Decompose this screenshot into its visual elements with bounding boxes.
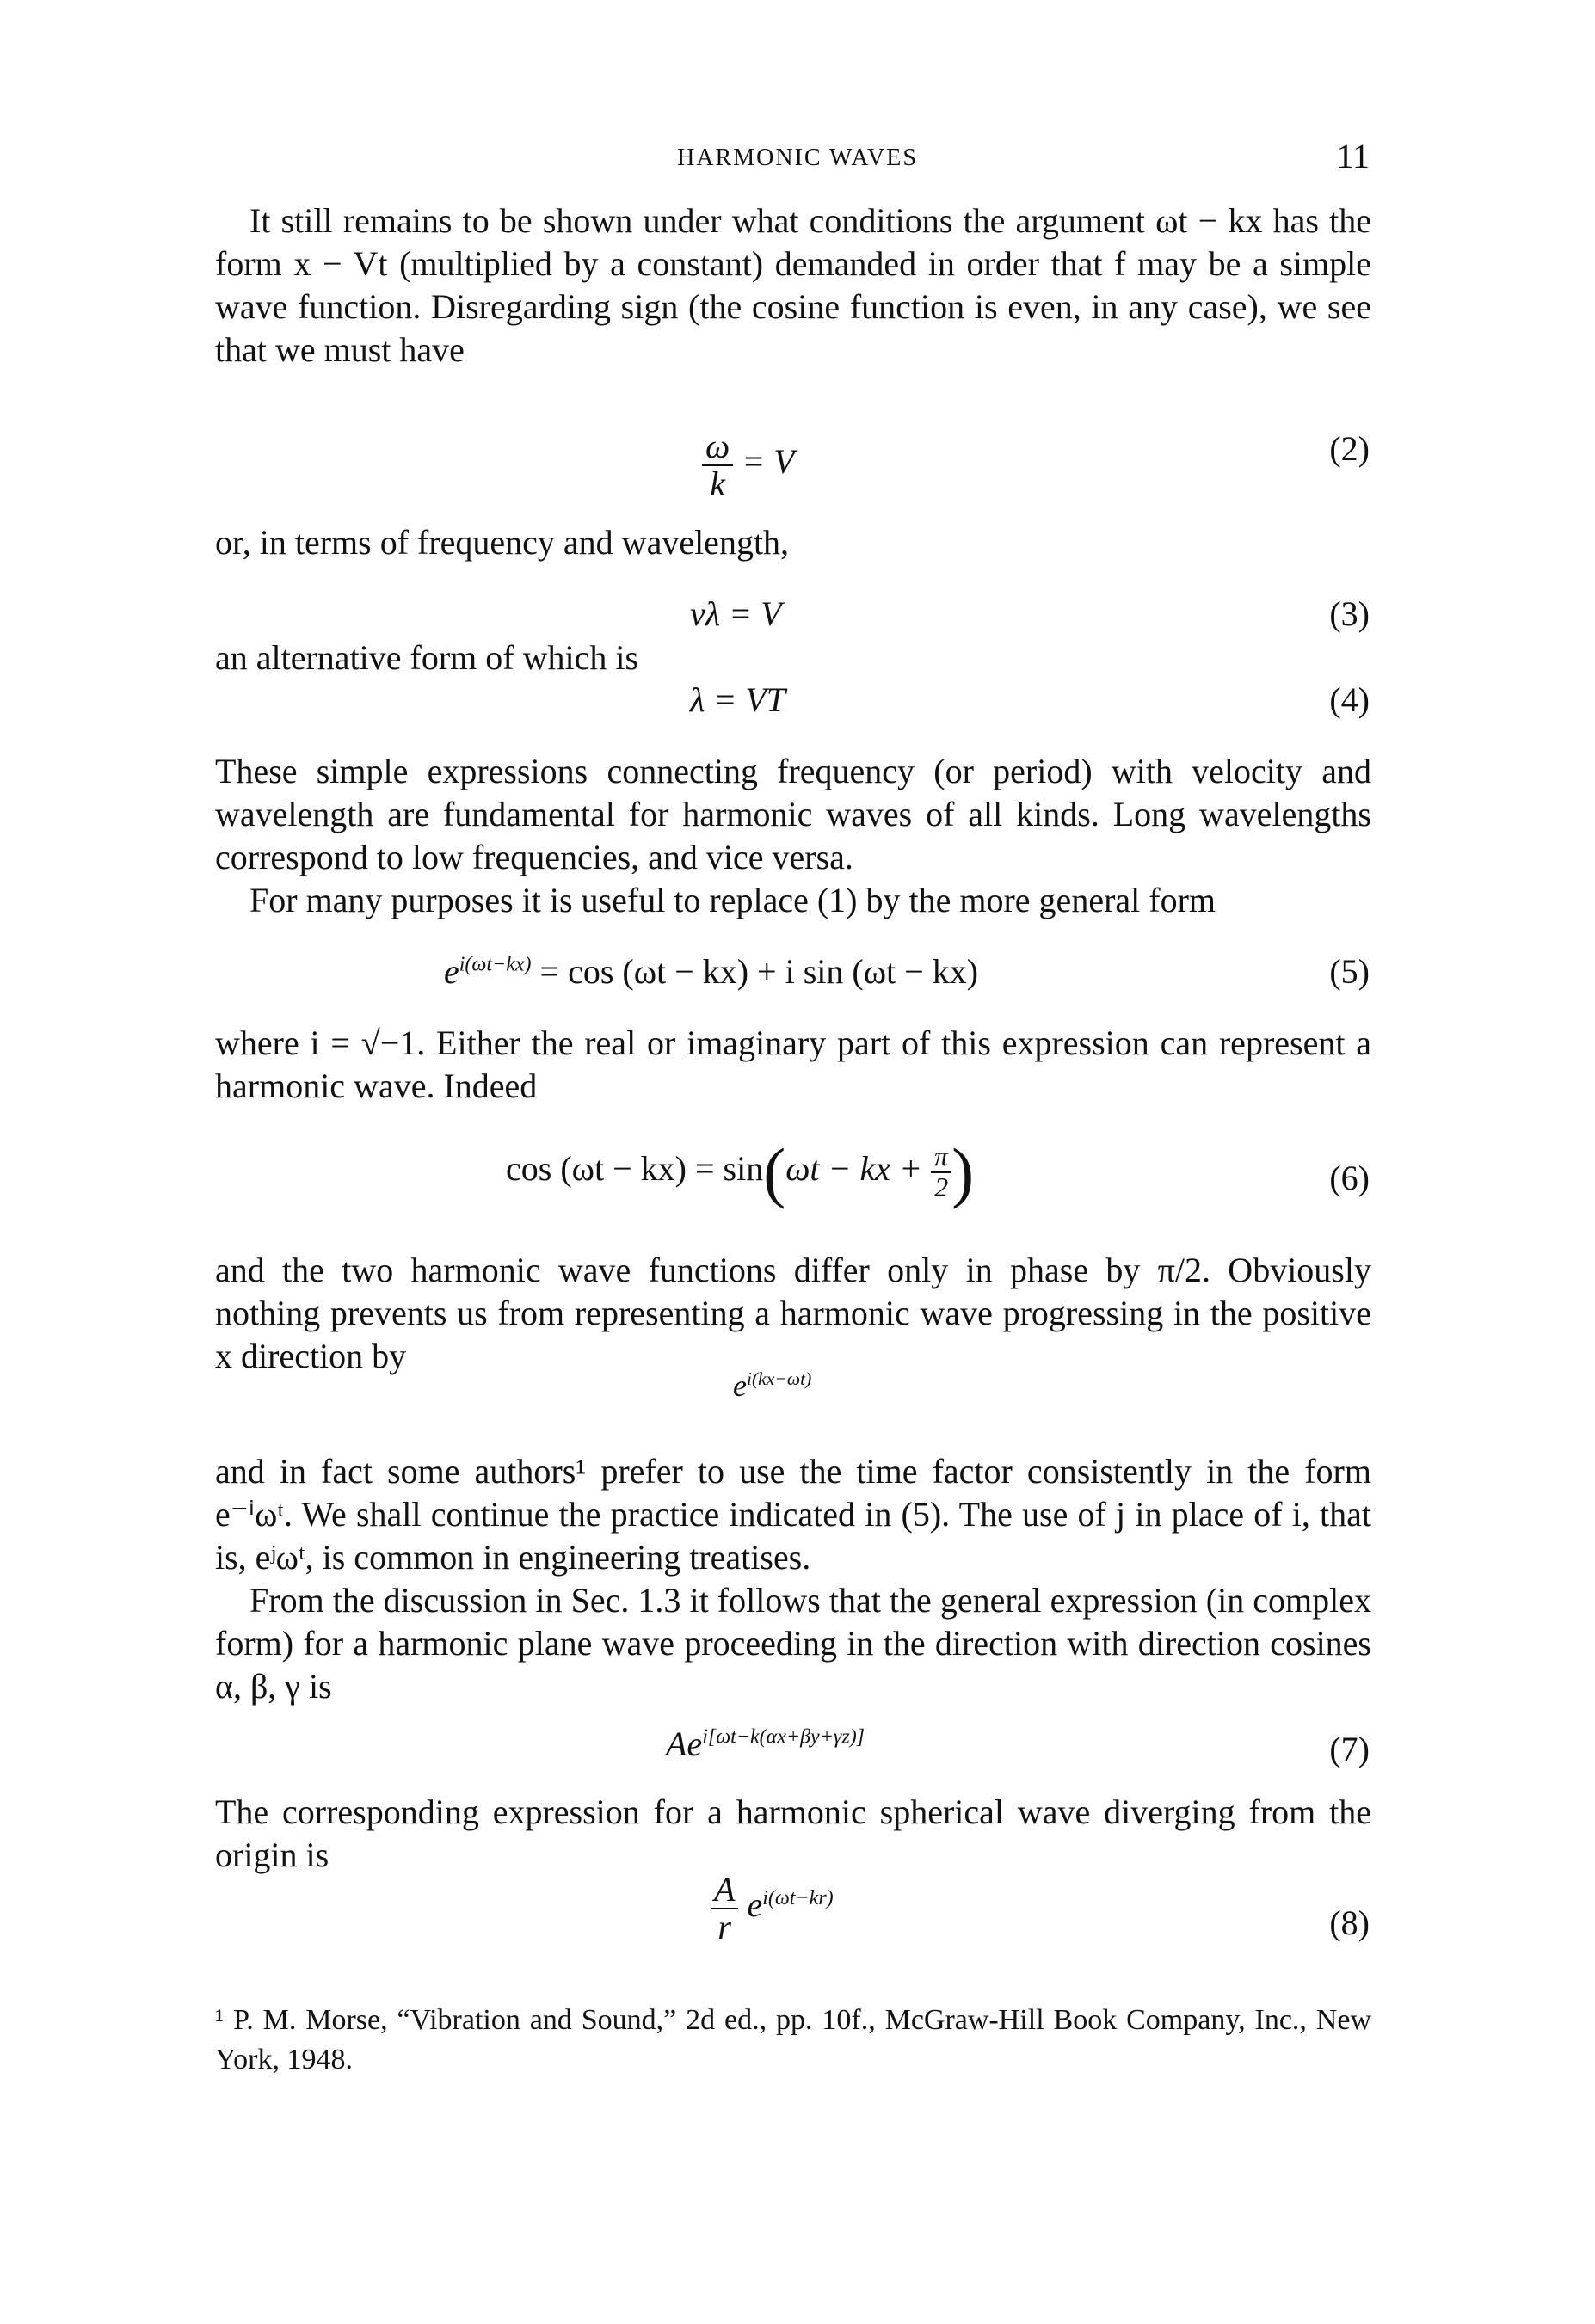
eq2-numerator: ω — [702, 428, 733, 466]
equation-unnumbered — [733, 1368, 811, 1404]
eq-plain-base: e — [733, 1368, 747, 1403]
paragraph-4: where i = √−1. Either the real or imaginary part of this expression can represent a harmonic wave. Indeed — [215, 1024, 1371, 1105]
paragraph-8: The corresponding expression for a harmonic spherical wave diverging from the origin is — [215, 1792, 1371, 1874]
equation-7 — [666, 1724, 865, 1764]
equation-6-label: (6) — [1329, 1159, 1370, 1197]
eq5-exponent: i(ωt−kx) — [459, 953, 532, 976]
eq8-exponent: i(ωt−kr) — [762, 1886, 834, 1909]
footnote: ¹ P. M. Morse, “Vibration and Sound,” 2d ed., pp. 10f., McGraw-Hill Book Company, Inc., New York, 1948. — [215, 2004, 1371, 2075]
eq8-denominator: r — [717, 1908, 731, 1946]
eq7-base: Ae — [666, 1725, 703, 1763]
paragraph-1-text: It still remains to be shown under what conditions the argument ωt − kx has the form x − Vt (multiplied by a constant) demanded in order that f may be a simple wave function. Disregarding sign (the cosine function is even, in any case), we see that we must have — [215, 201, 1371, 369]
paragraph-5: and the two harmonic wave functions differ only in phase by π/2. Obviously nothing prevents us from representing a harmonic wave progressing in the positive x direction by — [215, 1251, 1371, 1375]
eq7-exponent: i[ωt−k(αx+βy+γz)] — [702, 1725, 865, 1749]
eq2-rhs: = V — [742, 442, 795, 482]
eq5-base: e — [444, 952, 459, 991]
equation-4: λ = VT — [690, 680, 785, 719]
eq5-rhs: = cos (ωt − kx) + i sin (ωt − kx) — [539, 952, 979, 991]
equation-4-label: (4) — [1329, 680, 1370, 719]
eq8-numerator: A — [711, 1872, 738, 1909]
eq6-denominator: 2 — [934, 1171, 949, 1202]
eq6-inner: ωt − kx + — [785, 1149, 923, 1189]
equation-2-label: (2) — [1329, 429, 1370, 468]
page-number: 11 — [1336, 137, 1370, 175]
text-frequency-wavelength: or, in terms of frequency and wavelength, — [215, 523, 790, 562]
eq6-lhs: cos (ωt − kx) = sin — [506, 1149, 764, 1189]
eq6-left-paren: ( — [763, 1134, 786, 1209]
equation-8-label: (8) — [1329, 1903, 1370, 1942]
equation-6 — [506, 1134, 974, 1211]
equation-5 — [444, 951, 978, 992]
eq8-base: e — [747, 1885, 763, 1925]
paragraph-7-text: From the discussion in Sec. 1.3 it follows that the general expression (in complex form) for a harmonic plane wave proceeding in the direction with direction cosines α, β, γ is — [215, 1581, 1371, 1706]
equation-3-label: (3) — [1329, 594, 1370, 633]
running-header: HARMONIC WAVES — [677, 144, 918, 171]
equation-5-label: (5) — [1329, 952, 1370, 991]
eq6-fraction — [931, 1142, 951, 1202]
eq2-fraction — [702, 428, 733, 502]
eq6-numerator: π — [931, 1142, 951, 1173]
paragraph-3 — [215, 879, 1371, 922]
equation-3: νλ = V — [690, 594, 782, 633]
eq8-fraction — [711, 1872, 738, 1946]
equation-8 — [711, 1872, 834, 1946]
equation-7-label: (7) — [1329, 1730, 1370, 1768]
equation-2 — [702, 428, 795, 502]
paragraph-6: and in fact some authors¹ prefer to use the time factor consistently in the form e⁻ⁱωᵗ. We shall continue the practice indicated in (5). The use of j in place of i, that is, eʲωᵗ, is common in engineering treatises. — [215, 1452, 1371, 1577]
eq6-right-paren: ) — [951, 1134, 975, 1209]
paragraph-3-text: For many purposes it is useful to replace (1) by the more general form — [249, 881, 1216, 919]
text-alternative-form: an alternative form of which is — [215, 638, 639, 677]
eq-plain-exponent: i(kx−ωt) — [746, 1368, 812, 1389]
eq2-denominator: k — [710, 464, 725, 503]
paragraph-1 — [215, 200, 1371, 372]
paragraph-2: These simple expressions connecting frequency (or period) with velocity and wavelength are fundamental for harmonic waves of all kinds. Long wavelengths correspond to low frequencies, and vice versa. — [215, 752, 1371, 876]
paragraph-7 — [215, 1579, 1371, 1708]
